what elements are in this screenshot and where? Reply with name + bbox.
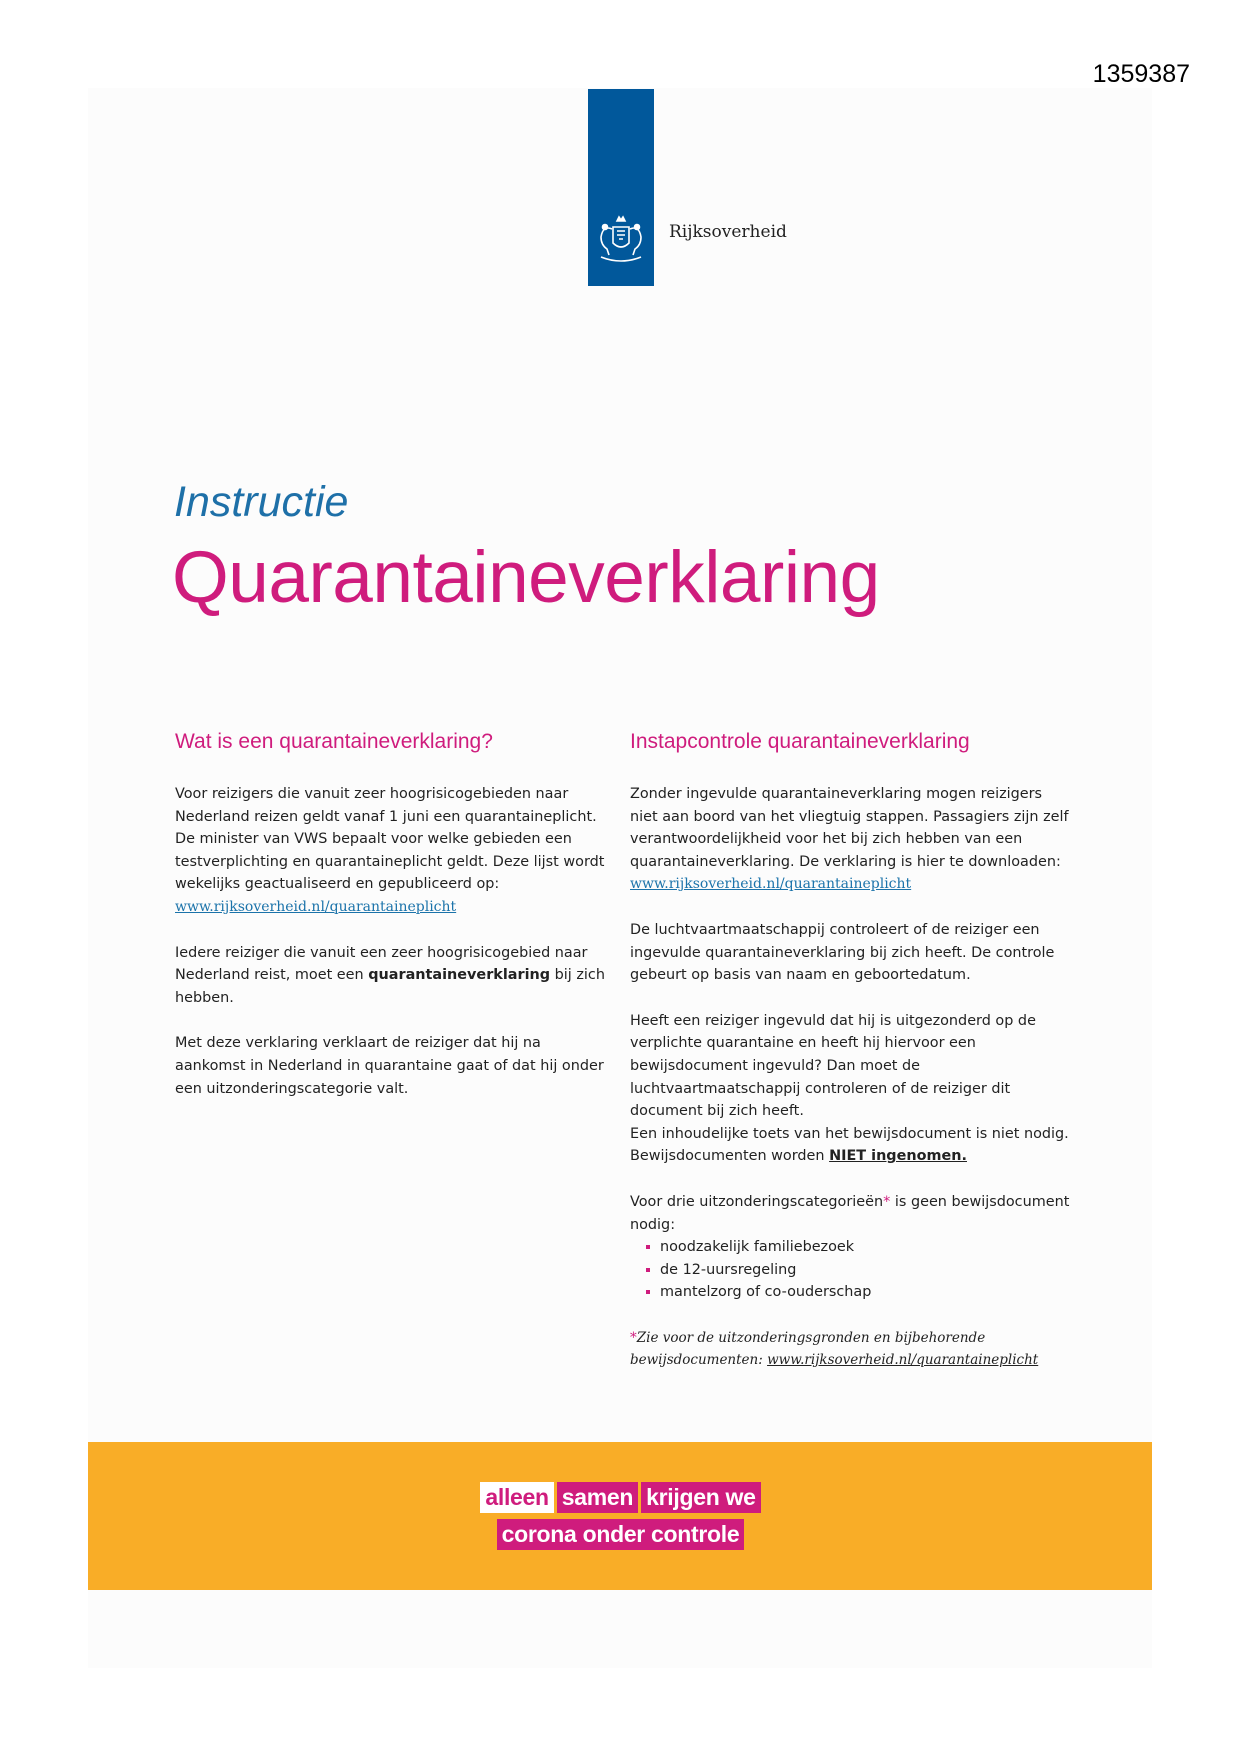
bullet-icon <box>646 1268 650 1272</box>
left-paragraph-1 <box>175 783 615 919</box>
right-paragraph-4-bold: NIET ingenomen. <box>829 1148 967 1165</box>
list-item-label: de 12-uursregeling <box>660 1261 797 1278</box>
page-subtitle: Instructie <box>174 478 349 526</box>
right-paragraph-4 <box>630 1123 1070 1168</box>
left-column <box>175 727 615 1123</box>
right-column <box>630 727 1070 1371</box>
right-column-heading: Instapcontrole quarantaineverklaring <box>630 730 970 753</box>
footnote-text: Zie voor de uitzonderingsgronden en bijbehorende bewijsdocumenten: <box>630 1329 986 1368</box>
left-paragraph-2-bold: quarantaineverklaring <box>368 967 551 984</box>
right-paragraph-5-text: Voor drie uitzonderingscategorieën <box>630 1193 884 1210</box>
right-paragraph-5-end: is geen bewijsdocument nodig: <box>630 1193 1070 1233</box>
slogan-line-1 <box>0 1482 1241 1513</box>
slogan-word-krijgen-we: krijgen we <box>641 1482 761 1513</box>
coat-of-arms-icon <box>595 215 647 265</box>
logo-wordmark: Rijksoverheid <box>669 222 787 242</box>
slogan-word-samen: samen <box>557 1482 638 1513</box>
bullet-icon <box>646 1245 650 1249</box>
document-id: 1359387 <box>1092 60 1190 88</box>
page-title: Quarantaineverklaring <box>172 537 880 618</box>
list-item <box>646 1281 1070 1304</box>
left-paragraph-3: Met deze verklaring verklaart de reiziger dat hij na aankomst in Nederland in quarantaine gaat of dat hij onder een uitzonderingscategorie valt. <box>175 1035 604 1097</box>
left-paragraph-2-text: Iedere reiziger die vanuit een zeer hoogrisicogebied naar Nederland reist, moet een <box>175 944 588 984</box>
footnote-asterisk: * <box>630 1329 637 1346</box>
campaign-slogan <box>0 1482 1241 1550</box>
footnote-link[interactable]: www.rijksoverheid.nl/quarantaineplicht <box>767 1351 1039 1368</box>
right-paragraph-1 <box>630 783 1070 896</box>
right-paragraph-4-text: Een inhoudelijke toets van het bewijsdocument is niet nodig. Bewijsdocumenten worden <box>630 1125 1069 1165</box>
right-paragraph-2: De luchtvaartmaatschappij controleert of de reiziger een ingevulde quarantaineverklaring bij zich heeft. De controle gebeurt op basis van naam en geboortedatum. <box>630 921 1055 984</box>
list-item-label: mantelzorg of co-ouderschap <box>660 1284 872 1301</box>
rijksoverheid-logo-bar <box>588 89 654 286</box>
left-paragraph-2 <box>175 942 615 1010</box>
slogan-word-alleen: alleen <box>480 1482 553 1513</box>
right-paragraph-1-text: Zonder ingevulde quarantaineverklaring mogen reizigers niet aan boord van het vliegtuig stappen. Passagiers zijn zelf verantwoordelijkheid voor het bij zich hebben van een quarantaineverklaring. De verklaring is hier te downloaden: <box>630 786 1069 870</box>
slogan-corona-onder-controle: corona onder controle <box>497 1519 745 1550</box>
list-item <box>646 1236 1070 1259</box>
right-paragraph-5 <box>630 1191 1070 1236</box>
exception-list <box>630 1236 1070 1304</box>
slogan-line-2 <box>0 1519 1241 1550</box>
bullet-icon <box>646 1290 650 1294</box>
left-paragraph-2-end: bij zich hebben. <box>175 967 605 1006</box>
download-link[interactable]: www.rijksoverheid.nl/quarantaineplicht <box>630 876 912 893</box>
left-paragraph-1-text: Voor reizigers die vanuit zeer hoogrisicogebieden naar Nederland reizen geldt vanaf 1 juni een quarantaineplicht. De minister van VWS bepaalt voor welke gebieden een testverplichting en quarantaineplicht geldt. Deze lijst wordt wekelijks geactualiseerd en gepubliceerd op: <box>175 786 605 893</box>
left-column-heading: Wat is een quarantaineverklaring? <box>175 730 493 753</box>
asterisk-mark: * <box>883 1193 891 1210</box>
footnote <box>630 1327 1070 1371</box>
right-paragraph-3: Heeft een reiziger ingevuld dat hij is uitgezonderd op de verplichte quarantaine en heeft hij hiervoor een bewijsdocument ingevuld? Dan moet de luchtvaartmaatschappij controleren of de reiziger dit document bij zich heeft. <box>630 1012 1036 1120</box>
list-item-label: noodzakelijk familiebezoek <box>660 1239 855 1256</box>
list-item <box>646 1259 1070 1282</box>
quarantaineplicht-link[interactable]: www.rijksoverheid.nl/quarantaineplicht <box>175 898 457 915</box>
